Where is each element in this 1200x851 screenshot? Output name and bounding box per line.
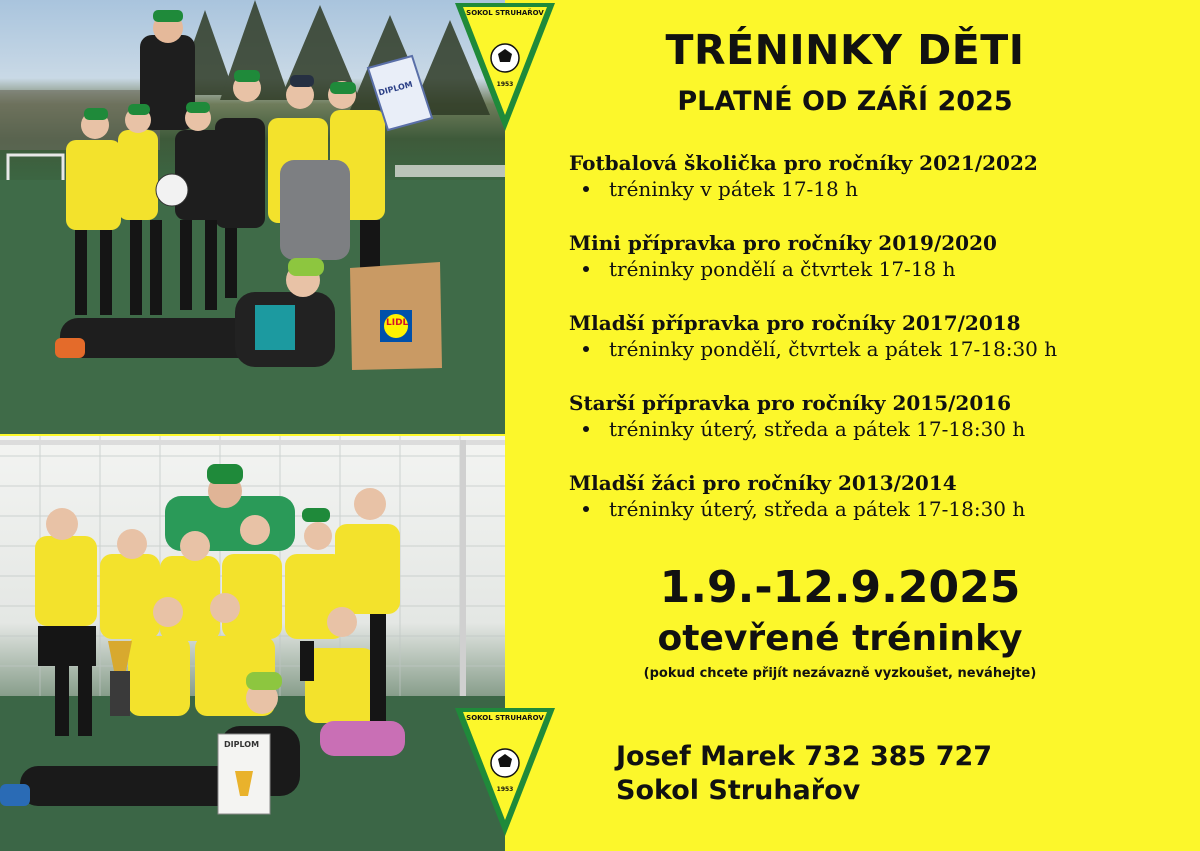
club-emblem-top (455, 3, 555, 131)
emblem-bottom-club-name: SOKOL STRUHAŘOV (466, 714, 544, 722)
team-photo-top-illustration (0, 0, 505, 434)
poster-subtitle: PLATNÉ OD ZÁŘÍ 2025 (677, 86, 1013, 117)
top-diploma-text: DIPLOM (377, 79, 414, 98)
open-trainings-note: (pokud chcete přijít nezávazně vyzkoušet, neváhejte) (643, 666, 1037, 681)
bullet-icon (583, 426, 589, 432)
emblem-top-year: 1953 (496, 81, 514, 88)
group-name: Mladší přípravka pro ročníky 2017/2018 (569, 311, 1021, 335)
group-schedule-text: tréninky v pátek 17-18 h (609, 177, 858, 201)
open-trainings-dates: 1.9.-12.9.2025 (659, 562, 1021, 613)
group-schedule-text: tréninky úterý, středa a pátek 17-18:30 h (609, 417, 1026, 441)
poster-title: TRÉNINKY DĚTI (665, 26, 1025, 74)
club-emblem-bottom (455, 708, 555, 836)
contact-club: Sokol Struhařov (616, 775, 861, 806)
training-group (569, 230, 1169, 310)
open-trainings-label: otevřené tréninky (657, 618, 1023, 659)
group-schedule (569, 496, 1169, 522)
group-schedule-text: tréninky úterý, středa a pátek 17-18:30 h (609, 497, 1026, 521)
emblem-top-club-name: SOKOL STRUHAŘOV (466, 9, 544, 17)
lidl-bag-text: LIDL (386, 318, 409, 328)
bullet-icon (583, 186, 589, 192)
group-schedule-text: tréninky pondělí, čtvrtek a pátek 17-18:30 h (609, 337, 1058, 361)
group-name: Mladší žáci pro ročníky 2013/2014 (569, 471, 957, 495)
group-name: Starší přípravka pro ročníky 2015/2016 (569, 391, 1012, 415)
team-photo-top (0, 0, 505, 434)
emblem-bottom-year: 1953 (496, 786, 514, 793)
club-emblem-shape (455, 3, 555, 131)
group-schedule (569, 176, 1169, 202)
training-group (569, 390, 1169, 470)
contact-name-phone: Josef Marek 732 385 727 (616, 741, 993, 772)
team-photo-bottom-illustration (0, 436, 505, 851)
bullet-icon (583, 346, 589, 352)
group-schedule (569, 256, 1169, 282)
training-group (569, 470, 1169, 550)
team-photo-bottom (0, 436, 505, 851)
club-emblem-bottom-shape (455, 708, 555, 836)
group-name: Mini přípravka pro ročníky 2019/2020 (569, 231, 997, 255)
bottom-diploma-text: DIPLOM (224, 740, 260, 749)
bullet-icon (583, 506, 589, 512)
group-schedule (569, 416, 1169, 442)
bullet-icon (583, 266, 589, 272)
group-schedule (569, 336, 1169, 362)
training-groups-list (569, 150, 1169, 550)
group-name: Fotbalová školička pro ročníky 2021/2022 (569, 151, 1038, 175)
training-group (569, 150, 1169, 230)
contact-block (616, 740, 992, 808)
group-schedule-text: tréninky pondělí a čtvrtek 17-18 h (609, 257, 956, 281)
training-group (569, 310, 1169, 390)
